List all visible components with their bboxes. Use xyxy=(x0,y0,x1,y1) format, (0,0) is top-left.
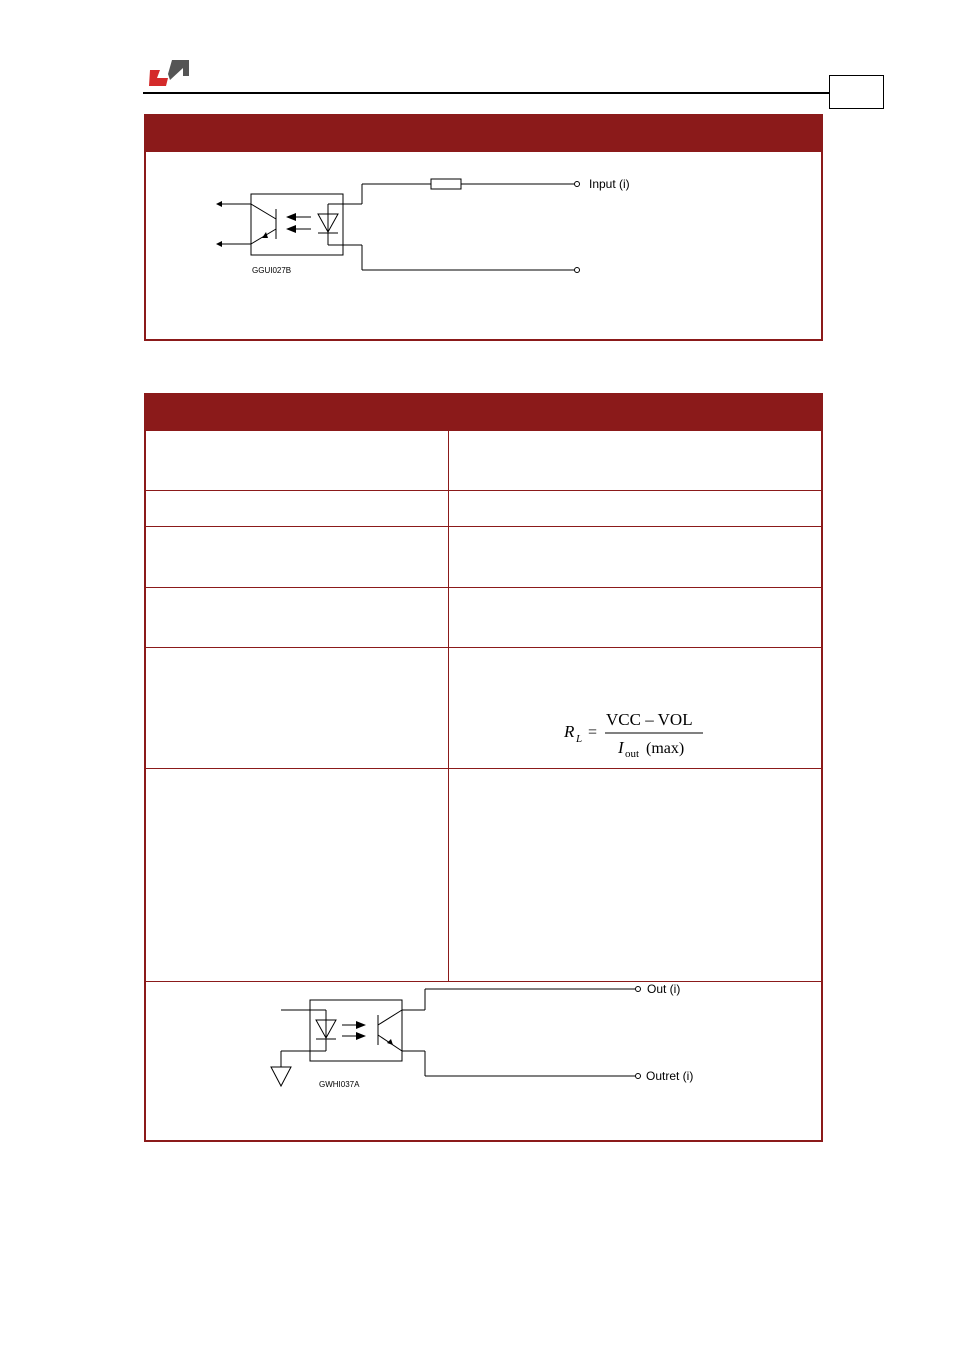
page-number-box xyxy=(829,75,884,109)
table-divider xyxy=(146,768,821,769)
table-divider xyxy=(146,490,821,491)
header-rule xyxy=(143,92,829,94)
load-resistor-formula xyxy=(560,705,720,765)
company-logo xyxy=(148,58,190,88)
input-terminal-label: Input (i) xyxy=(589,177,630,191)
formula-equals: = xyxy=(588,724,598,741)
table-divider xyxy=(146,647,821,648)
input-diagram-label: GGUI027B xyxy=(252,266,292,275)
input-panel xyxy=(144,114,823,341)
formula-denominator-sub: out xyxy=(625,748,640,760)
output-diagram-label: GWHI037A xyxy=(319,1080,360,1089)
formula-lhs: R xyxy=(564,722,575,741)
input-circuit-diagram xyxy=(146,116,821,339)
table-divider xyxy=(146,526,821,527)
formula-numerator: VCC – VOL xyxy=(606,710,693,729)
table-divider xyxy=(146,587,821,588)
table-column-divider xyxy=(448,431,449,981)
output-panel-heading xyxy=(146,395,821,431)
formula-denominator-main: I xyxy=(618,738,624,757)
output-terminal-return-label: Outret (i) xyxy=(646,1069,694,1083)
formula-lhs-sub: L xyxy=(576,733,583,745)
output-circuit-diagram xyxy=(146,981,821,1140)
formula-denominator-suffix: (max) xyxy=(646,740,685,757)
output-panel xyxy=(144,393,823,1142)
output-terminal-out-label: Out (i) xyxy=(647,982,681,996)
